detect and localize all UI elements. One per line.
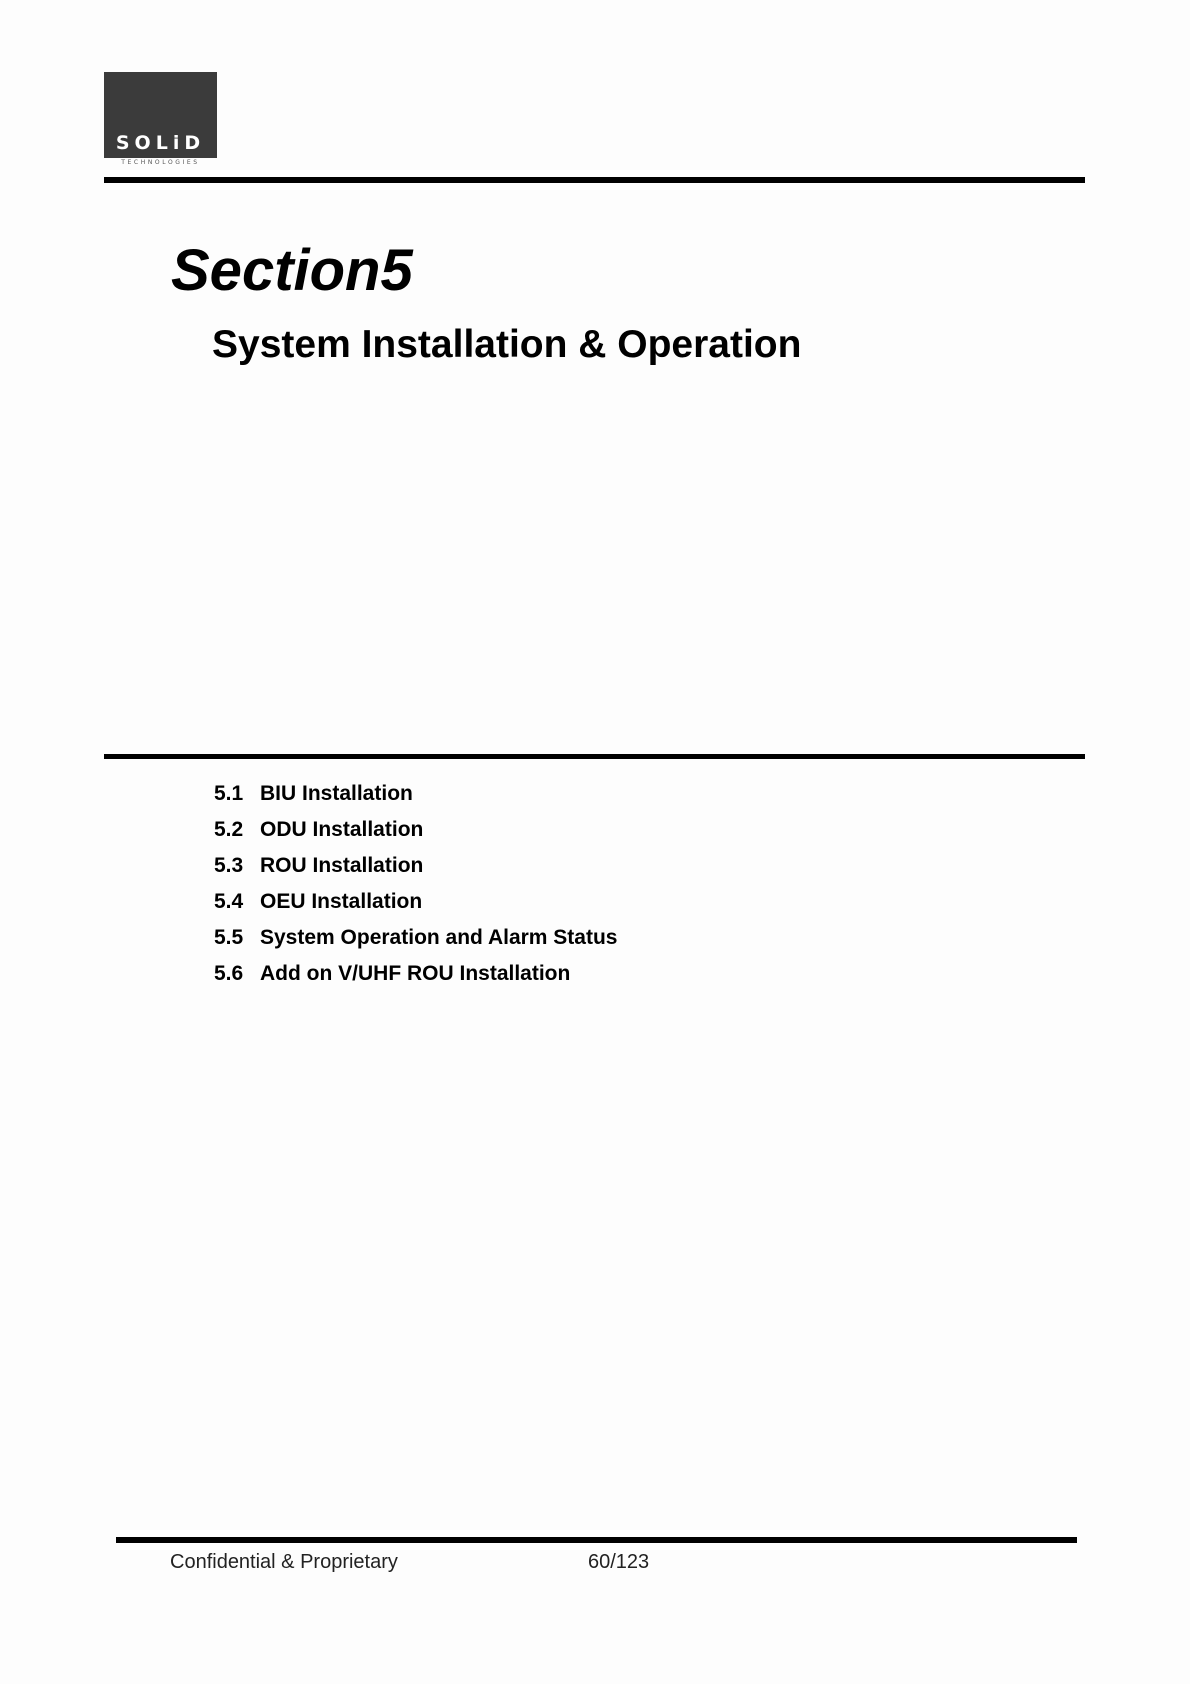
section-subtitle: System Installation & Operation (212, 323, 802, 366)
table-of-contents (214, 776, 617, 992)
logo-subtext: TECHNOLOGIES (121, 159, 200, 166)
toc-item-number: 5.1 (214, 782, 244, 805)
toc-item (214, 812, 617, 848)
header-divider (104, 177, 1085, 183)
footer-divider (116, 1537, 1077, 1543)
footer-confidentiality: Confidential & Proprietary (170, 1551, 398, 1573)
toc-item-label: BIU Installation (260, 782, 413, 805)
toc-item-label: OEU Installation (260, 890, 423, 913)
toc-item (214, 920, 617, 956)
company-logo (104, 72, 217, 168)
toc-item-number: 5.2 (214, 818, 244, 841)
toc-item-number: 5.6 (214, 962, 244, 985)
toc-item (214, 848, 617, 884)
logo-wordmark: SOLiD (115, 132, 206, 154)
toc-item-number: 5.5 (214, 926, 244, 949)
toc-item-number: 5.4 (214, 890, 244, 913)
toc-item-label: Add on V/UHF ROU Installation (260, 962, 571, 985)
toc-item (214, 884, 617, 920)
toc-item (214, 776, 617, 812)
toc-item-label: ROU Installation (260, 854, 424, 877)
toc-item-label: ODU Installation (260, 818, 424, 841)
toc-item-label: System Operation and Alarm Status (260, 926, 618, 949)
page-number: 60/123 (588, 1551, 650, 1573)
toc-item (214, 956, 617, 992)
section-title: Section5 (171, 238, 413, 303)
section-divider (104, 754, 1085, 759)
toc-item-number: 5.3 (214, 854, 244, 877)
